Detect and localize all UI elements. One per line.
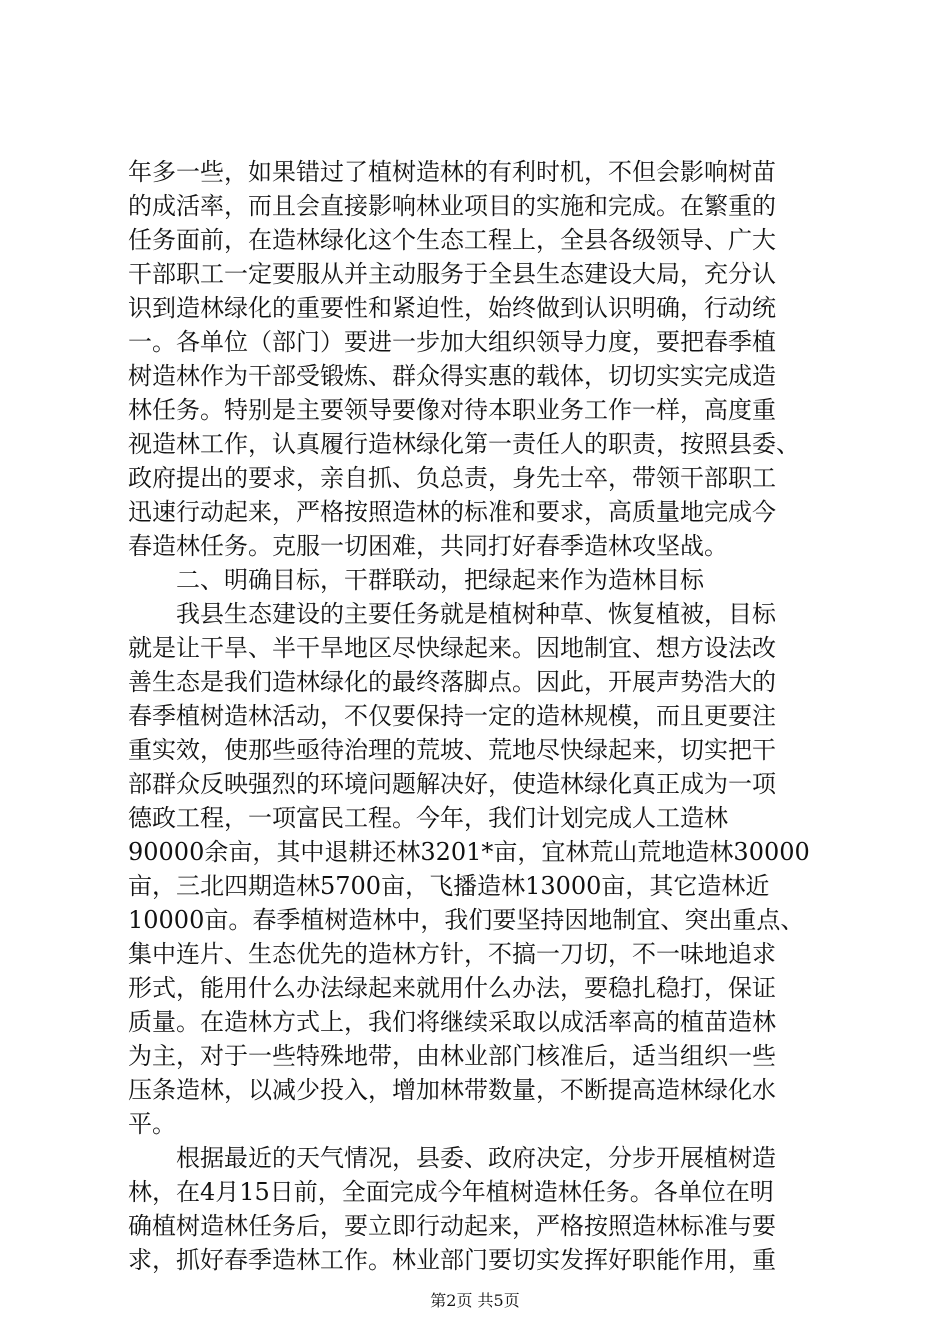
text-line: 年多一些，如果错过了植树造林的有利时机，不但会影响树苗 xyxy=(128,158,776,186)
text-line: 集中连片、生态优先的造林方针，不搞一刀切，不一味地追求 xyxy=(128,940,776,968)
text-line: 我县生态建设的主要任务就是植树种草、恢复植被，目标 xyxy=(128,600,776,628)
text-line: 确植树造林任务后，要立即行动起来，严格按照造林标准与要 xyxy=(128,1212,776,1240)
text-line: 形式，能用什么办法绿起来就用什么办法，要稳扎稳打，保证 xyxy=(128,974,776,1002)
text-line: 德政工程，一项富民工程。今年，我们计划完成人工造林 xyxy=(128,804,728,832)
text-line: 90000余亩，其中退耕还林3201*亩，宜林荒山荒地造林30000 xyxy=(128,838,810,866)
text-line: 质量。在造林方式上，我们将继续采取以成活率高的植苗造林 xyxy=(128,1008,776,1036)
text-line: 春造林任务。克服一切困难，共同打好春季造林攻坚战。 xyxy=(128,532,728,560)
page-footer xyxy=(0,1291,950,1311)
text-line: 干部职工一定要服从并主动服务于全县生态建设大局，充分认 xyxy=(128,260,776,288)
text-line: 压条造林，以减少投入，增加林带数量，不断提高造林绿化水 xyxy=(128,1076,776,1104)
text-line: 部群众反映强烈的环境问题解决好，使造林绿化真正成为一项 xyxy=(128,770,776,798)
text-line: 春季植树造林活动，不仅要保持一定的造林规模，而且更要注 xyxy=(128,702,776,730)
text-line: 视造林工作，认真履行造林绿化第一责任人的职责，按照县委、 xyxy=(128,430,800,458)
text-line: 平。 xyxy=(128,1110,176,1138)
text-line: 重实效，使那些亟待治理的荒坡、荒地尽快绿起来，切实把干 xyxy=(128,736,776,764)
text-line: 善生态是我们造林绿化的最终落脚点。因此，开展声势浩大的 xyxy=(128,668,776,696)
page-number: 第2页 共5页 xyxy=(430,1291,520,1310)
text-line: 10000亩。春季植树造林中，我们要坚持因地制宜、突出重点、 xyxy=(128,906,805,934)
text-line: 就是让干旱、半干旱地区尽快绿起来。因地制宜、想方设法改 xyxy=(128,634,776,662)
text-line: 求，抓好春季造林工作。林业部门要切实发挥好职能作用，重 xyxy=(128,1246,776,1274)
text-line: 政府提出的要求，亲自抓、负总责，身先士卒，带领干部职工 xyxy=(128,464,776,492)
text-line: 任务面前，在造林绿化这个生态工程上，全县各级领导、广大 xyxy=(128,226,776,254)
section-heading: 二、明确目标，干群联动，把绿起来作为造林目标 xyxy=(128,566,704,594)
text-line: 的成活率，而且会直接影响林业项目的实施和完成。在繁重的 xyxy=(128,192,776,220)
text-line: 亩，三北四期造林5700亩，飞播造林13000亩，其它造林近 xyxy=(128,872,770,900)
text-line: 迅速行动起来，严格按照造林的标准和要求，高质量地完成今 xyxy=(128,498,776,526)
text-line: 识到造林绿化的重要性和紧迫性，始终做到认识明确，行动统 xyxy=(128,294,776,322)
document-body xyxy=(128,155,828,1277)
text-line: 林，在4月15日前，全面完成今年植树造林任务。各单位在明 xyxy=(128,1178,774,1206)
text-line: 为主，对于一些特殊地带，由林业部门核准后，适当组织一些 xyxy=(128,1042,776,1070)
text-line: 根据最近的天气情况，县委、政府决定，分步开展植树造 xyxy=(128,1144,776,1172)
text-line: 林任务。特别是主要领导要像对待本职业务工作一样，高度重 xyxy=(128,396,776,424)
text-line: 一。各单位（部门）要进一步加大组织领导力度，要把春季植 xyxy=(128,328,776,356)
text-line: 树造林作为干部受锻炼、群众得实惠的载体，切切实实完成造 xyxy=(128,362,776,390)
